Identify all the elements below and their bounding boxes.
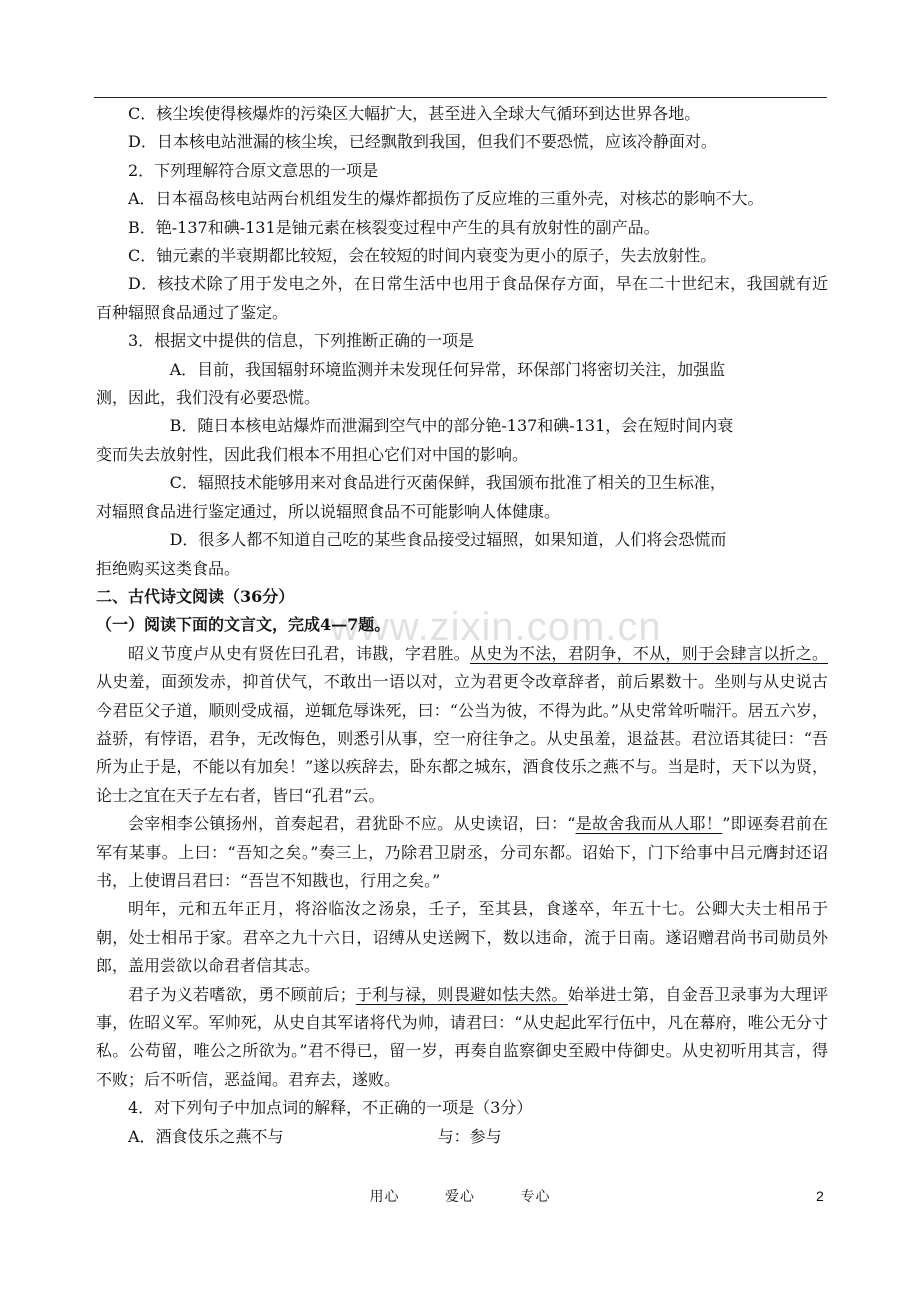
page-content xyxy=(96,100,828,1151)
passage-paragraph-4 xyxy=(96,981,828,1095)
passage-paragraph-1 xyxy=(96,640,828,810)
question-2: 2．下列理解符合原文意思的一项是 xyxy=(128,160,379,180)
option-3c-line2: 对辐照食品进行鉴定通过，所以说辐照食品不可能影响人体健康。 xyxy=(96,501,561,521)
passage-2-rest: ”即诬奏君前在军有某事。上曰：“吾知之矣。”奏三上，乃除君卫尉丞，分司东都。诏始下，门下给事中吕元膺封还诏书，上使谓吕君曰：“吾岂不知戡也，行用之矣。” xyxy=(96,814,828,890)
question-3: 3．根据文中提供的信息，下列推断正确的一项是 xyxy=(128,331,475,351)
watermark: www.zixin.com.cn xyxy=(330,605,662,649)
option-3a-line2: 测，因此，我们没有必要恐慌。 xyxy=(96,388,321,408)
passage-1-start: 昭义节度卢从史有贤佐曰孔君，讳戡，字君胜。 xyxy=(128,643,470,663)
passage-4-rest: 始举进士第，自金吾卫录事为大理评事，佐昭义军。军帅死，从史自其军诸将代为帅，请君曰：“从史起此军行伍中，凡在幕府，唯公无分寸私。公苟留，唯公之所欲为。”君不得已，留一岁，再奏自监察御史至殿中侍御史。从史初听用其言，得不败；后不听信，恶益闻。君弃去，遂败。 xyxy=(96,984,828,1089)
passage-2-start: 会宰相李公镇扬州，首奏起君，君犹卧不应。从史读诏，曰：“ xyxy=(128,814,576,834)
option-4a-gloss: 与：参与 xyxy=(437,1126,502,1146)
subsection-heading: （一）阅读下面的文言文，完成4—7题。 xyxy=(96,615,391,635)
option-3b-line2: 变而失去放射性，因此我们根本不用担心它们对中国的影响。 xyxy=(96,444,529,464)
passage-1-underlined: 从史为不法，君阴争，不从，则于会肆言以折之。 xyxy=(470,643,828,663)
option-3c-line1: C．辐照技术能够用来对食品进行灭菌保鲜，我国颁布批准了相关的卫生标准， xyxy=(169,473,726,493)
option-4a-text: A．酒食伎乐之燕不与 xyxy=(128,1126,284,1146)
option-4a xyxy=(96,1123,828,1151)
option-2a: A．日本福岛核电站两台机组发生的爆炸都损伤了反应堆的三重外壳，对核芯的影响不大。 xyxy=(128,189,764,209)
option-3a-line1: A．目前，我国辐射环境监测并未发现任何异常，环保部门将密切关注，加强监 xyxy=(169,359,726,379)
option-3d-line2: 拒绝购买这类食品。 xyxy=(96,558,241,578)
option-3b-line1: B．随日本核电站爆炸而泄漏到空气中的部分铯-137和碘-131，会在短时间内衰 xyxy=(169,416,734,436)
section-heading: 二、古代诗文阅读（36分） xyxy=(96,586,295,606)
passage-paragraph-3: 明年，元和五年正月，将浴临汝之汤泉，壬子，至其县，食遂卒，年五十七。公卿大夫士相吊于朝，处士相吊于家。君卒之九十六日，诏缚从史送阙下，数以违命，流于日南。遂诏赠君尚书司勋员外郎，盖用尝欲以命君者信其志。 xyxy=(96,899,828,976)
option-2c: C．铀元素的半衰期都比较短，会在较短的时间内衰变为更小的原子，失去放射性。 xyxy=(128,246,717,266)
option-1d: D．日本核电站泄漏的核尘埃，已经飘散到我国，但我们不要恐慌，应该冷静面对。 xyxy=(128,132,717,152)
option-2b: B．铯-137和碘-131是铀元素在核裂变过程中产生的具有放射性的副产品。 xyxy=(128,217,660,237)
footer-word-3: 专心 xyxy=(520,1189,551,1205)
footer-motto xyxy=(0,1186,920,1206)
header-rule xyxy=(94,97,827,98)
footer-word-2: 爱心 xyxy=(445,1189,475,1205)
option-1c: C．核尘埃使得核爆炸的污染区大幅扩大，甚至进入全球大气循环到达世界各地。 xyxy=(128,104,701,123)
passage-4-start: 君子为义若嗜欲，勇不顾前后； xyxy=(128,984,356,1004)
option-3d-line1: D．很多人都不知道自己吃的某些食品接受过辐照，如果知道，人们将会恐慌而 xyxy=(169,530,727,550)
question-4: 4．对下列句子中加点词的解释，不正确的一项是（3分） xyxy=(128,1098,533,1118)
footer-word-1: 用心 xyxy=(369,1189,400,1205)
passage-1-rest: 从史羞，面颈发赤，抑首伏气，不敢出一语以对，立为君更令改章辞者，前后累数十。坐则与从史说古今君臣父子道，顺则受成福，逆辄危辱诛死，曰：“公当为彼，不得为此。”从史常耸听喘汗。居五六岁，益骄，有悖语，君争，无改悔色，则悉引从事，空一府往争之。从史虽羞，退益甚。君泣语其徒曰：“吾所为止于是，不能以有加矣！”遂以疾辞去，卧东都之城东，酒食伎乐之燕不与。当是时，天下以为贤，论士之宜在天子左右者，皆曰“孔君”云。 xyxy=(96,672,828,805)
passage-2-underlined: 是故舍我而从人耶！ xyxy=(575,814,723,834)
option-2d: D．核技术除了用于发电之外，在日常生活中也用于食品保存方面，早在二十世纪末，我国就有近百种辐照食品通过了鉴定。 xyxy=(96,274,828,322)
passage-4-underlined: 于利与禄，则畏避如怯夫然。 xyxy=(355,984,568,1004)
page-number: 2 xyxy=(816,1188,824,1204)
passage-paragraph-2 xyxy=(96,810,828,895)
